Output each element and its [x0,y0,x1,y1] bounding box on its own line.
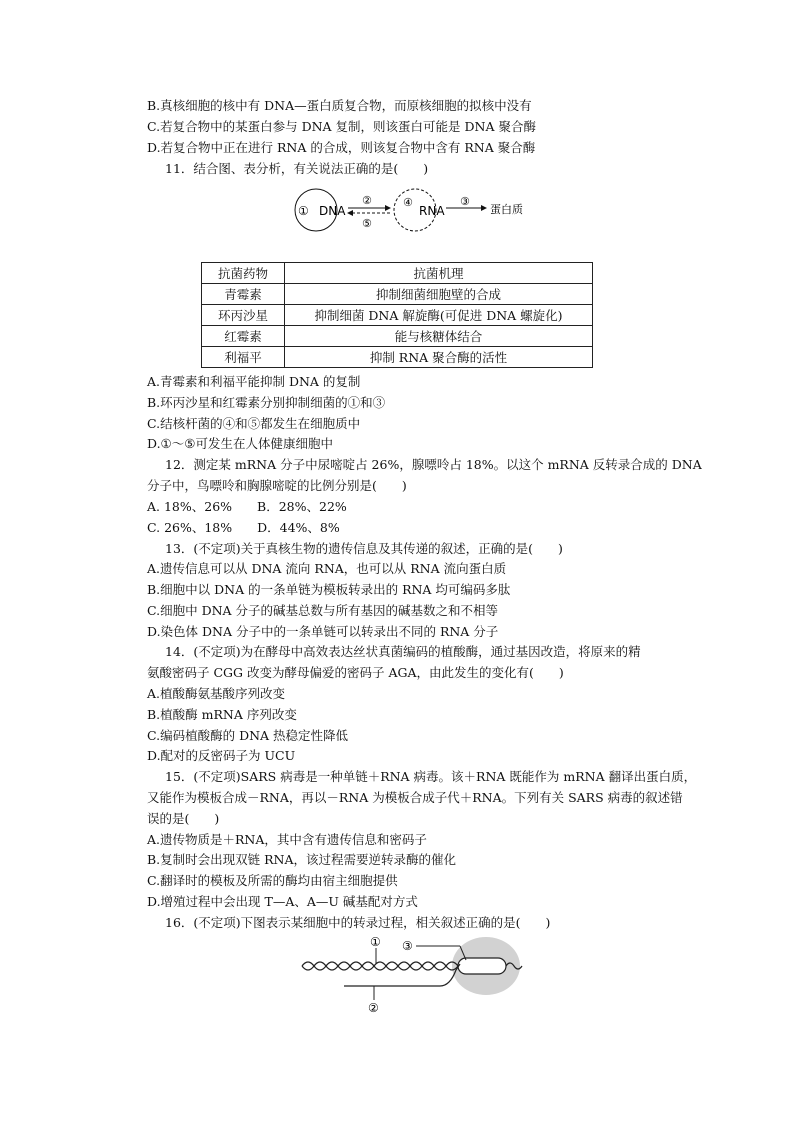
transcription-bubble [458,958,506,974]
q10-option-b: B.真核细胞的核中有 DNA—蛋白质复合物，而原核细胞的拟核中没有 [147,98,532,113]
q14-stem-line2: 氨酸密码子 CGG 改变为酵母偏爱的密码子 AGA，由此发生的变化有( ) [147,665,564,680]
diagram-label-4: ④ [403,196,413,209]
table-cell-mechanism: 抑制 RNA 聚合酶的活性 [285,347,593,368]
diagram-label-1: ① [298,204,309,218]
table-cell-drug: 红霉素 [202,326,285,347]
q15-stem-line3: 误的是( ) [147,811,220,826]
diagram-label-3: ③ [460,195,470,208]
dna-strand-b [302,962,458,970]
table-cell-mechanism: 能与核糖体结合 [285,326,593,347]
q15-stem-line1: 15．(不定项)SARS 病毒是一种单链＋RNA 病毒。该＋RNA 既能作为 mRNA 翻译出蛋白质， [165,769,697,784]
q14-option-d: D.配对的反密码子为 UCU [147,748,296,763]
q13-option-a: A.遗传信息可以从 DNA 流向 RNA，也可以从 RNA 流向蛋白质 [147,561,507,576]
q11-option-b: B.环丙沙星和红霉素分别抑制细菌的①和③ [147,395,386,410]
table-header-row [202,263,593,284]
table-row [202,305,593,326]
q10-option-d: D.若复合物中正在进行 RNA 的合成，则该复合物中含有 RNA 聚合酶 [147,140,536,155]
q13-stem: 13．(不定项)关于真核生物的遗传信息及其传递的叙述，正确的是( ) [165,541,563,556]
q11-option-c: C.结核杆菌的④和⑤都发生在细胞质中 [147,416,361,431]
central-dogma-diagram [290,186,540,234]
diagram-label-dna: DNA [319,204,346,218]
transcription-diagram [298,934,530,1016]
q16-stem: 16．(不定项)下图表示某细胞中的转录过程，相关叙述正确的是( ) [165,915,551,930]
q14-option-a: A.植酸酶氨基酸序列改变 [147,686,286,701]
q13-option-b: B.细胞中以 DNA 的一条单链为模板转录出的 RNA 均可编码多肽 [147,582,511,597]
diagram-label-2: ② [362,194,372,207]
q15-option-d: D.增殖过程中会出现 T—A、A—U 碱基配对方式 [147,894,418,909]
q10-option-c: C.若复合物中的某蛋白参与 DNA 复制，则该蛋白可能是 DNA 聚合酶 [147,119,536,134]
q12-options-ab: A. 18%、26% B．28%、22% [147,499,347,514]
q14-stem-line1: 14．(不定项)为在酵母中高效表达丝状真菌编码的植酸酶，通过基因改造，将原来的精 [165,644,641,659]
diagram-label-protein: 蛋白质 [490,203,523,216]
q15-option-c: C.翻译时的模板及所需的酶均由宿主细胞提供 [147,873,398,888]
table-row [202,326,593,347]
q13-option-d: D.染色体 DNA 分子中的一条单链可以转录出不同的 RNA 分子 [147,624,499,639]
diagram-label-rna: RNA [419,204,445,218]
diagram-label-5: ⑤ [362,217,372,230]
table-cell-drug: 青霉素 [202,284,285,305]
table-header-mechanism: 抗菌机理 [285,263,593,284]
q14-option-b: B.植酸酶 mRNA 序列改变 [147,707,297,722]
q11-option-d: D.①～⑤可发生在人体健康细胞中 [147,436,333,451]
q15-stem-line2: 又能作为模板合成－RNA，再以－RNA 为模板合成子代＋RNA。下列有关 SARS 病毒的叙述错 [147,790,683,805]
table-cell-mechanism: 抑制细菌细胞壁的合成 [285,284,593,305]
q15-option-b: B.复制时会出现双链 RNA，该过程需要逆转录酶的催化 [147,852,457,867]
table-row [202,284,593,305]
q11-option-a: A.青霉素和利福平能抑制 DNA 的复制 [147,374,361,389]
q13-option-c: C.细胞中 DNA 分子的碱基总数与所有基因的碱基数之和不相等 [147,603,499,618]
q12-options-cd: C. 26%、18% D．44%、8% [147,520,340,535]
table-cell-mechanism: 抑制细菌 DNA 解旋酶(可促进 DNA 螺旋化) [285,305,593,326]
table-cell-drug: 环丙沙星 [202,305,285,326]
table-header-drug: 抗菌药物 [202,263,285,284]
diagram-label-2: ② [368,1001,379,1015]
q12-stem-line1: 12．测定某 mRNA 分子中尿嘧啶占 26%，腺嘌呤占 18%。以这个 mRNA 反转录合成的 DNA [165,457,702,472]
q12-stem-line2: 分子中，鸟嘌呤和胸腺嘧啶的比例分别是( ) [147,478,407,493]
table-row [202,347,593,368]
q14-option-c: C.编码植酸酶的 DNA 热稳定性降低 [147,728,349,743]
q15-option-a: A.遗传物质是＋RNA，其中含有遗传信息和密码子 [147,832,427,847]
antibiotic-table [201,262,593,368]
diagram-label-1: ① [370,935,381,949]
diagram-label-3: ③ [402,939,413,953]
q11-stem: 11．结合图、表分析，有关说法正确的是( ) [165,161,429,176]
table-cell-drug: 利福平 [202,347,285,368]
